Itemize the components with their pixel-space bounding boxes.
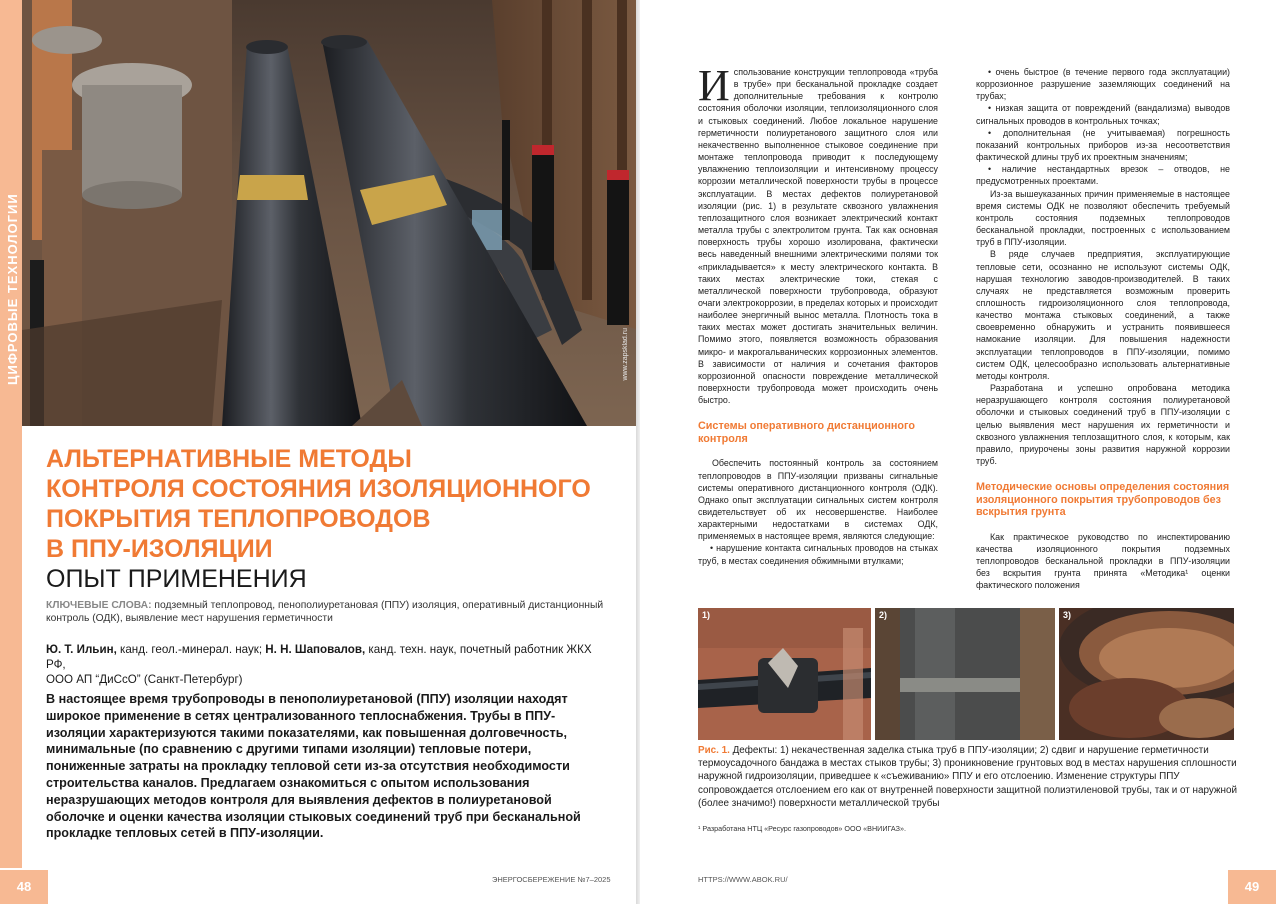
title-line: ПОКРЫТИЯ ТЕПЛОПРОВОДОВ <box>46 505 431 533</box>
bullet-item: • дополнительная (не учитываемая) погрешность показаний контрольных приборов из-за несоответствия фактической длины труб их проектным значениям; <box>976 127 1230 163</box>
paragraph: Обеспечить постоянный контроль за состоянием теплопроводов в ППУ-изоляции призваны сигнальные системы оперативного дистанционного контроля (ОДК). Однако опыт эксплуатации сигнальных систем контроля свидетельствует об их несовершенстве. Наиболее характерными недостатками в системах ОДК, применяемых в настоящее время, являются следующие: <box>698 458 938 542</box>
author-name: Н. Н. Шаповалов, <box>265 643 366 656</box>
footnote: ¹ Разработана НТЦ «Ресурс газопроводов» ООО «ВНИИГАЗ». <box>698 824 906 833</box>
bullet-item: • наличие нестандартных врезок – отводов, не предусмотренных проектами. <box>976 164 1230 187</box>
bullet-item: • очень быстрое (в течение первого года эксплуатации) коррозионное разрушение заземляющих соединений на трубах; <box>976 67 1230 102</box>
page-number: 48 <box>0 870 48 904</box>
page-number: 49 <box>1228 870 1276 904</box>
joint-defect-image <box>698 608 871 740</box>
article-title <box>46 444 626 564</box>
figure-photo <box>698 608 871 740</box>
bandage-shift-image <box>875 608 1055 740</box>
keywords <box>46 600 606 625</box>
figure-label: 2) <box>879 610 888 620</box>
drop-cap: И <box>698 61 730 110</box>
section-label: ЦИФРОВЫЕ ТЕХНОЛОГИИ <box>5 193 20 385</box>
journal-footer: ЭНЕРГОСБЕРЕЖЕНИЕ №7–2025 <box>492 875 611 884</box>
section-heading: Методические основы определения состояния изоляционного покрытия трубопроводов без вскрытия грунта <box>976 481 1230 519</box>
paragraph: Разработана и успешно опробована методика неразрушающего контроля состояния полиуретановой оболочки и стыковых соединений труб в ППУ-изоляции с целью выявления мест нарушения их герметичности и сквозного увлажнения теплозащитного слоя, к которым, как правило, приурочены зоны развития наружной коррозии труб. <box>976 383 1230 466</box>
lead-paragraph: В настоящее время трубопроводы в пенополиуретановой (ППУ) изоляции находят широкое применение в сетях централизованного теплоснабжения. Трубы в ППУ-изоляции характеризуются такими показателями, как повышенная долговечность, минимальные (по сравнению с другими типами изоляции) тепловые потери, пониженные затраты на прокладку тепловой сети из-за отсутствия необходимости строительства каналов. Предлагаем ознакомиться с опытом использования неразрушающих методов контроля для выявления дефектов в полиуретановой оболочке и оценки качества изоляции стыковых соединений труб при бесканальной прокладке тепловых сетей в ППУ-изоляции. <box>46 692 581 841</box>
author-info: канд. техн. наук, почетный работник ЖКХ РФ, <box>46 643 592 671</box>
figure-photo <box>875 608 1055 740</box>
figure-label: 3) <box>1063 610 1072 620</box>
pipes-trench-image <box>22 0 639 426</box>
article-subtitle: ОПЫТ ПРИМЕНЕНИЯ <box>46 565 307 593</box>
right-page <box>640 0 1276 904</box>
paragraph-text: спользование конструкции теплопровода «труба в трубе» при бесканальной прокладке создает дополнительные требования к контролю состояния оболочки изоляции, теплоизоляционного слоя и стыковых соединений. Любое локальное нарушение герметичности полиуретанового защитного слоя или некачественно выполненное стыковое соединение при монтаже теплопровода приводит к последующему увлажнению теплоизоляции и интенсивному процессу коррозии металлической поверхности трубы в процессе эксплуатации. В местах дефектов полиуретановой изоляции (рис. 1) в результате сквозного увлажнения теплозащитного слоя возникает электрический контакт металла трубы с электролитом грунта. Так как основная поверхность трубы хорошо изолирована, фактически весь наведенный внешними электрическими полями ток «прикладывается» к месту электрического контакта. В таких местах электрические токи, стекая с металлической поверхности трубопровода, образуют очаги электрокоррозии, в пределах которых и происходит наиболее энергичный вынос металла. Плотность тока в таких местах может достигать значительных величин. Помимо этого, появляется возможность образования микро- и макрогальванических коррозионных элементов. В зависимости от наличия и сочетания факторов коррозионной опасности повреждение металлической поверхности трубопровода может происходить очень быстро. <box>698 67 938 406</box>
paragraph: Как практическое руководство по инспектированию качества изоляционного покрытия подземных теплопроводов бесканальной прокладки в ППУ-изоляции без вскрытия грунта принята «Методика¹ оценки фактического положения <box>976 531 1230 591</box>
title-line: КОНТРОЛЯ СОСТОЯНИЯ ИЗОЛЯЦИОННОГО <box>46 475 591 503</box>
side-band <box>0 0 22 868</box>
section-heading: Системы оперативного дистанционного контроля <box>698 420 915 445</box>
figure-label: 1) <box>702 610 711 620</box>
paragraph: В ряде случаев предприятия, эксплуатирующие тепловые сети, осознанно не используют системы ОДК, нарушая технологию заводов-производителей. В таких случаях не представляется возможным проверить сплошность гидроизоляционного слоя теплопровода, качество монтажа стыковых соединений, а также своевременно обнаружить и устранить появившееся намокание изоляции. Для повышения надежности эксплуатации теплопроводов в ППУ-изоляции, помимо систем ОДК, целесообразно использовать альтернативные методы контроля. <box>976 249 1230 381</box>
text-column-2 <box>976 66 1230 591</box>
photo-credit: www.zapsklad.ru <box>622 328 629 381</box>
author-name: Ю. Т. Ильин, <box>46 643 117 656</box>
intro-paragraph <box>698 61 938 406</box>
keywords-label: КЛЮЧЕВЫЕ СЛОВА: <box>46 600 152 611</box>
paragraph: Из-за вышеуказанных причин применяемые в настоящее время системы ОДК не позволяют обеспечить требуемый контроль состояния подземных теплопроводов бесканальной прокладки, построенных с использованием труб в ППУ-изоляции. <box>976 188 1230 248</box>
author-info: канд. геол.-минерал. наук; <box>116 643 266 656</box>
caption-text: Дефекты: 1) некачественная заделка стыка труб в ППУ-изоляции; 2) сдвиг и нарушение герметичности термоусадочного бандажа в местах стыков трубы; 3) проникновение грунтовых вод в местах нарушения сплошности наружной гидроизоляции, приведшее к «съеживанию» ППУ и его отслоению. Изменение структуры ППУ сопровождается отслоением его как от внутренней поверхности защитной полиэтиленовой трубы, так и от наружной (более значимо!) поверхности металлической трубы <box>698 745 1237 809</box>
bullet-item: • нарушение контакта сигнальных проводов на стыках труб, в местах соединения обжимными втулками; <box>698 543 938 566</box>
authors <box>46 642 606 687</box>
author-organization: ООО АП “ДиСсО” (Санкт-Петербург) <box>46 673 243 686</box>
title-line: АЛЬТЕРНАТИВНЫЕ МЕТОДЫ <box>46 445 412 473</box>
hero-photo <box>22 0 639 426</box>
keywords-text: подземный теплопровод, пенополиуретановая (ППУ) изоляция, оперативный дистанционный контроль (ОДК), выявление мест нарушения герметичности <box>46 600 604 624</box>
website-footer[interactable]: HTTPS://WWW.ABOK.RU/ <box>698 875 788 884</box>
figure-photo <box>1059 608 1234 740</box>
caption-label: Рис. 1. <box>698 745 730 756</box>
bullet-item: • низкая защита от повреждений (вандализма) выводов сигнальных проводов в контрольных точках; <box>976 103 1230 126</box>
insulation-peel-image <box>1059 608 1234 740</box>
figure-caption <box>698 744 1238 810</box>
figure-1 <box>698 608 1234 740</box>
text-column-1 <box>698 61 938 567</box>
title-line: В ППУ-ИЗОЛЯЦИИ <box>46 535 273 563</box>
